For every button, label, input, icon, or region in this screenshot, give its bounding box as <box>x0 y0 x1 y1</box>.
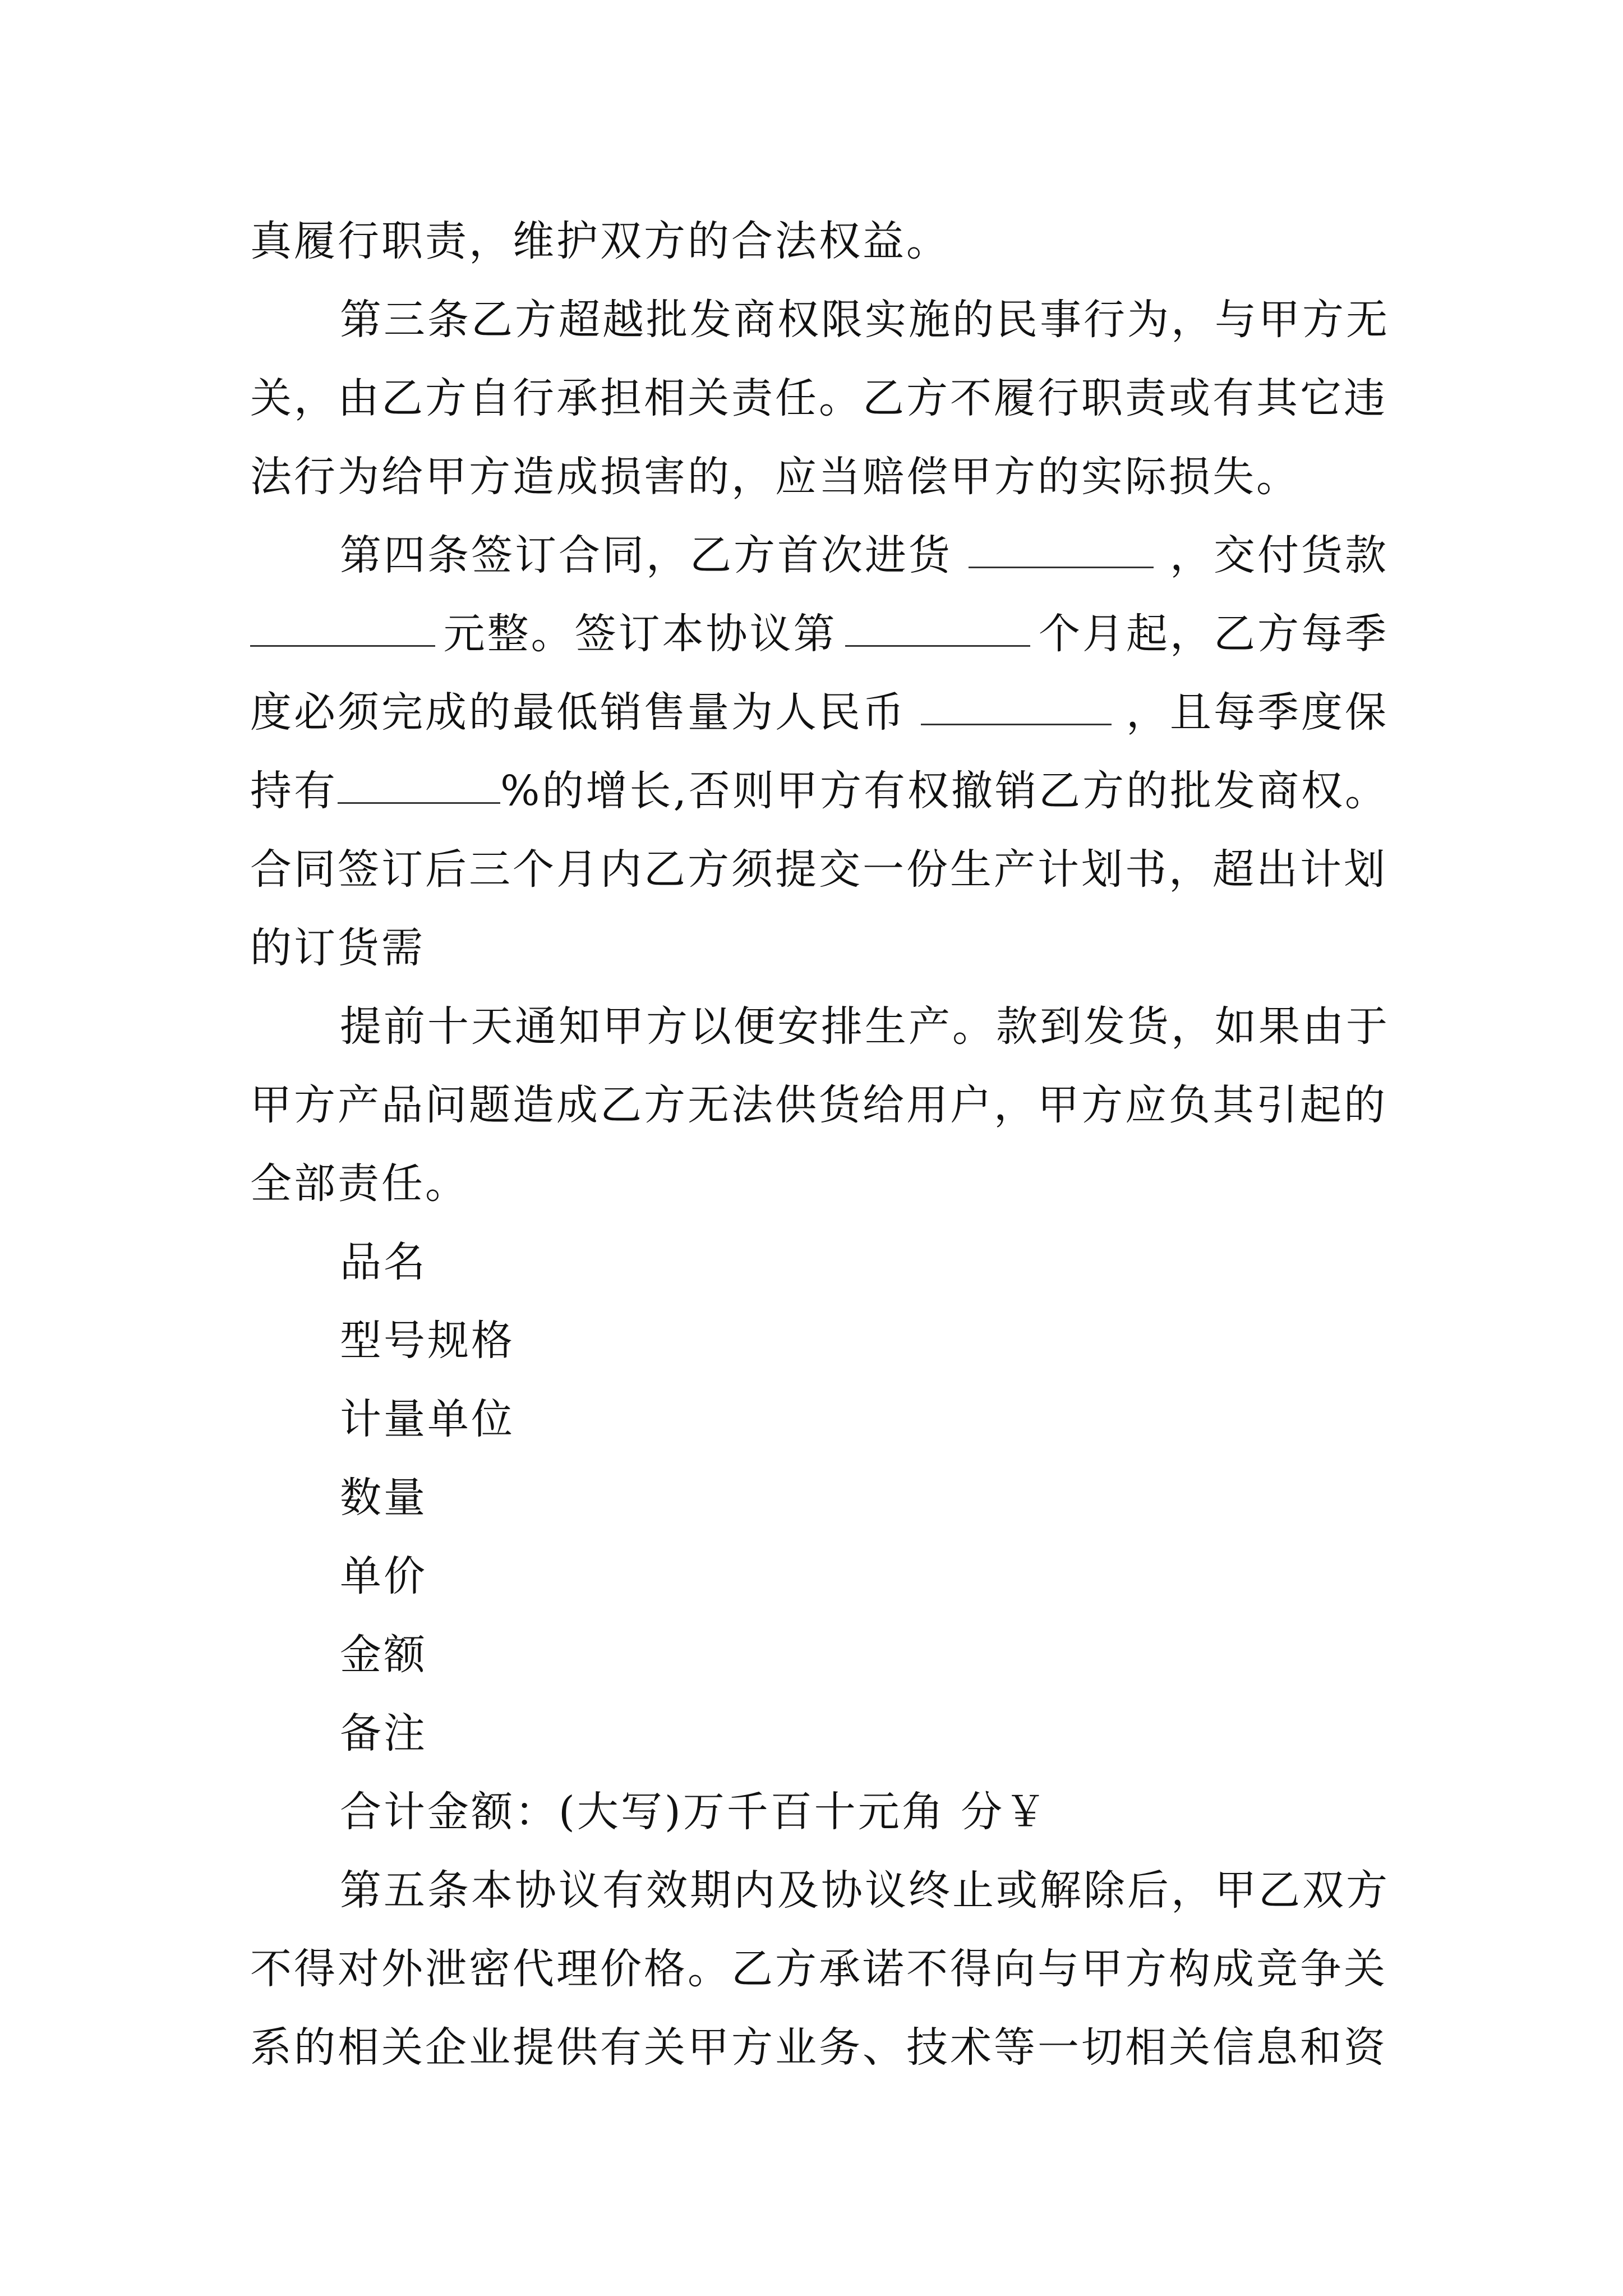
article-4-text-f: ，且每季度保 <box>1126 688 1389 737</box>
field-amount: 金额 <box>340 1631 427 1679</box>
delivery-line-3: 全部责任。 <box>250 1159 469 1208</box>
fill-blank-growth-rate <box>338 763 500 804</box>
fill-blank-month-number <box>845 606 1030 647</box>
fill-blank-first-purchase <box>969 527 1154 568</box>
article-3-line-2: 关，由乙方自行承担相关责任。乙方不履行职责或有其它违 <box>250 374 1387 422</box>
article-5-line-1: 第五条本协议有效期内及协议终止或解除后，甲乙双方 <box>340 1866 1390 1915</box>
field-unit-price: 单价 <box>340 1552 427 1600</box>
fill-blank-payment-amount <box>250 606 435 647</box>
article-4-line-5: 合同签订后三个月内乙方须提交一份生产计划书，超出计划 <box>250 845 1387 894</box>
article-3-line-3: 法行为给甲方造成损害的，应当赔偿甲方的实际损失。 <box>250 453 1300 501</box>
field-remarks: 备注 <box>340 1709 427 1757</box>
delivery-line-1: 提前十天通知甲方以便安排生产。款到发货，如果由于 <box>340 1002 1390 1051</box>
article-4-line-2 <box>250 606 1389 662</box>
article-4-line-1 <box>340 527 1389 583</box>
article-4-text-d: 个月起，乙方每季 <box>1038 610 1389 658</box>
field-product-name: 品名 <box>340 1238 427 1286</box>
article-4-text-a: 第四条签订合同，乙方首次进货 <box>340 531 952 579</box>
delivery-line-2: 甲方产品问题造成乙方无法供货给用户，甲方应负其引起的 <box>250 1081 1387 1129</box>
article-4-line-3 <box>250 684 1389 740</box>
fill-blank-min-sales <box>921 684 1112 725</box>
field-total-amount: 合计金额：(大写)万千百十元角 分￥ <box>340 1788 1049 1836</box>
article-4-text-e: 度必须完成的最低销售量为人民币 <box>250 688 906 737</box>
article-4-line-6: 的订货需 <box>250 924 425 972</box>
field-model-spec: 型号规格 <box>340 1317 515 1365</box>
article-4-text-c: 元整。签订本协议第 <box>443 610 837 658</box>
field-quantity: 数量 <box>340 1474 427 1522</box>
paragraph-line: 真履行职责，维护双方的合法权益。 <box>250 217 950 265</box>
article-5-line-2: 不得对外泄密代理价格。乙方承诺不得向与甲方构成竞争关 <box>250 1945 1387 1993</box>
article-4-text-h: %的增长,否则甲方有权撤销乙方的批发商权。 <box>500 767 1389 815</box>
article-4-text-g: 持有 <box>250 767 338 815</box>
article-3-line-1: 第三条乙方超越批发商权限实施的民事行为，与甲方无 <box>340 296 1390 344</box>
article-4-text-b: ，交付货款 <box>1170 531 1389 579</box>
field-unit: 计量单位 <box>340 1395 515 1443</box>
article-5-line-3: 系的相关企业提供有关甲方业务、技术等一切相关信息和资 <box>250 2023 1387 2072</box>
article-4-line-4 <box>250 763 1389 819</box>
